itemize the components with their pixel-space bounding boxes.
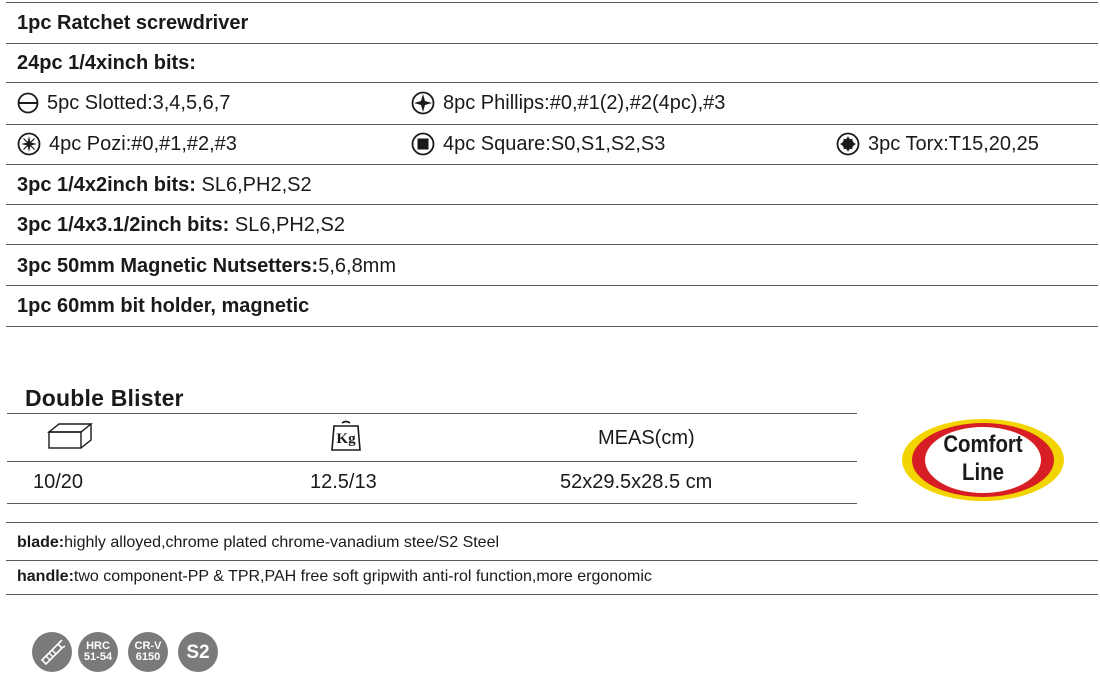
crv-badge-line2: 6150 — [135, 651, 161, 663]
blade-note — [17, 533, 499, 553]
spec-slotted — [17, 91, 230, 115]
spec-nutsetters-label: 3pc 50mm Magnetic Nutsetters: — [17, 255, 319, 277]
divider — [6, 244, 1098, 245]
box-icon — [47, 422, 93, 450]
handle-label: handle: — [17, 568, 74, 585]
slotted-icon — [17, 92, 39, 114]
torx-icon — [836, 132, 860, 156]
crv-badge-line1: CR-V — [134, 640, 162, 652]
meas-header: MEAS(cm) — [598, 427, 695, 449]
packaging-title: Double Blister — [25, 385, 184, 411]
table-rule — [7, 503, 857, 504]
s2-badge — [178, 632, 218, 672]
weight-icon — [330, 420, 362, 452]
spec-bit-holder: 1pc 60mm bit holder, magnetic — [17, 295, 310, 317]
spec-nutsetters — [17, 254, 396, 278]
logo-line1: Comfort — [943, 431, 1023, 458]
qty-value: 10/20 — [33, 471, 84, 493]
spec-nutsetters-value: 5,6,8mm — [318, 255, 397, 277]
pozi-icon — [17, 132, 41, 156]
spec-pozi-text: 4pc Pozi:#0,#1,#2,#3 — [49, 133, 237, 155]
divider — [6, 560, 1098, 561]
meas-value: 52x29.5x28.5 cm — [560, 471, 713, 493]
divider — [6, 204, 1098, 205]
weight-icon-label: Kg — [336, 431, 356, 447]
divider — [6, 124, 1098, 125]
divider — [6, 82, 1098, 83]
divider — [6, 164, 1098, 165]
grip-icon — [32, 632, 72, 672]
divider — [6, 522, 1098, 523]
hrc-badge — [78, 632, 118, 672]
table-rule — [7, 461, 857, 462]
spec-square-text: 4pc Square:S0,S1,S2,S3 — [443, 133, 666, 155]
divider — [6, 326, 1098, 327]
hrc-badge-line2: 51-54 — [83, 651, 113, 663]
spec-bits-2inch-label: 3pc 1/4x2inch bits: — [17, 174, 196, 196]
spec-bits-2inch — [17, 173, 312, 197]
spec-bits-3inch-label: 3pc 1/4x3.1/2inch bits: — [17, 214, 230, 236]
handle-note — [17, 567, 652, 587]
comfort-line-logo — [900, 417, 1066, 503]
spec-ratchet: 1pc Ratchet screwdriver — [17, 12, 249, 34]
spec-pozi — [17, 132, 237, 156]
blade-label: blade: — [17, 534, 65, 551]
weight-value: 12.5/13 — [310, 471, 377, 493]
divider — [6, 594, 1098, 595]
spec-bits-3inch — [17, 213, 345, 237]
spec-bits-2inch-value: SL6,PH2,S2 — [195, 174, 312, 196]
handle-value: two component-PP & TPR,PAH free soft gripwith anti-rol function,more ergonomic — [73, 568, 652, 585]
spec-torx — [836, 132, 1039, 156]
spec-torx-text: 3pc Torx:T15,20,25 — [868, 133, 1039, 155]
divider — [6, 285, 1098, 286]
square-drive-icon — [411, 132, 435, 156]
phillips-icon — [411, 91, 435, 115]
spec-bits-header: 24pc 1/4xinch bits: — [17, 52, 196, 74]
spec-phillips — [411, 91, 725, 115]
table-rule — [7, 413, 857, 414]
divider — [6, 43, 1098, 44]
spec-slotted-text: 5pc Slotted:3,4,5,6,7 — [47, 92, 231, 114]
spec-square — [411, 132, 665, 156]
s2-badge-label: S2 — [186, 641, 210, 663]
logo-line2: Line — [962, 459, 1004, 486]
crv-badge — [128, 632, 168, 672]
spec-phillips-text: 8pc Phillips:#0,#1(2),#2(4pc),#3 — [443, 92, 726, 114]
blade-value: highly alloyed,chrome plated chrome-vanadium stee/S2 Steel — [64, 534, 500, 551]
spec-bits-3inch-value: SL6,PH2,S2 — [229, 214, 345, 236]
divider — [6, 2, 1098, 3]
hrc-badge-line1: HRC — [86, 640, 110, 652]
